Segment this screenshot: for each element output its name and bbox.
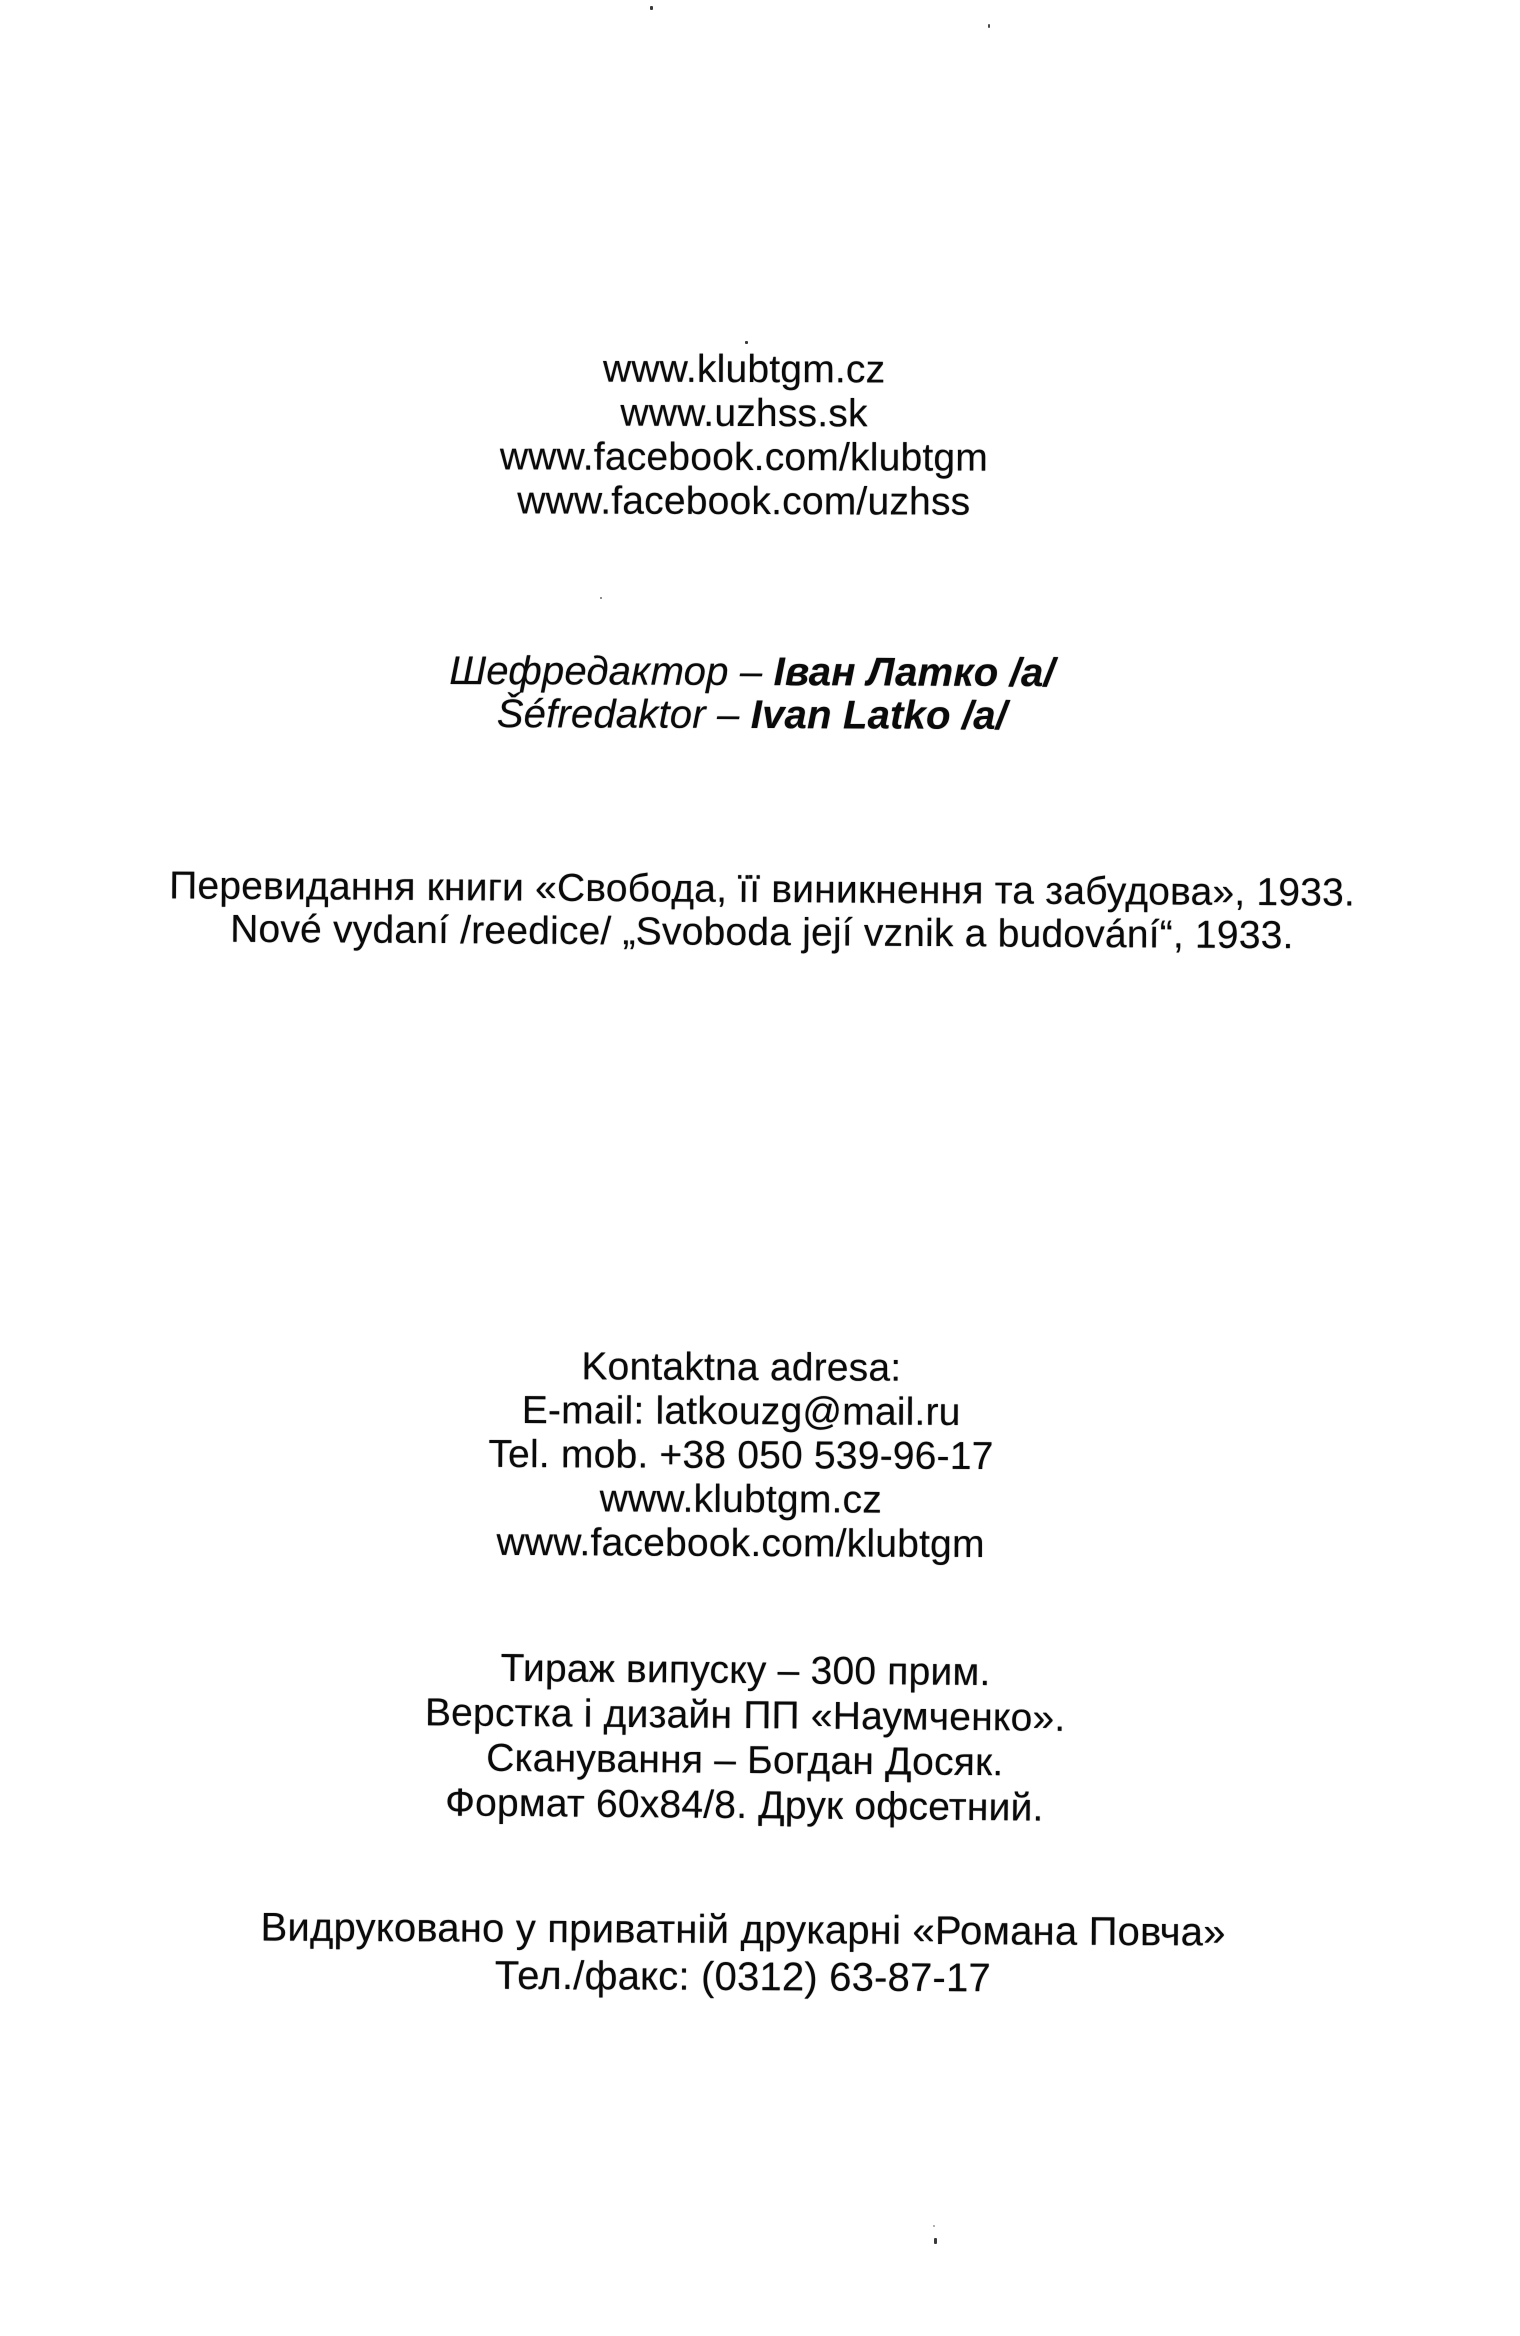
editor-line-ukrainian [0,648,1512,696]
scan-speck [745,341,748,344]
website-url: www.facebook.com/uzhss [517,479,971,524]
editor-name: Ivan Latko /a/ [750,692,1008,738]
print-info-block [0,1641,1506,1834]
websites-block [0,346,1504,526]
format-line: Формат 60х84/8. Друк офсетний. [445,1781,1044,1830]
printer-name-line: Видруковано у приватній друкарні «Романа Повча» [260,1905,1226,1955]
layout-design-line: Верстка і дизайн ПП «Наумченко». [424,1691,1066,1740]
contact-block [0,1343,1501,1570]
scan-speck [933,2225,935,2227]
printer-phone-line: Тел./факс: (0312) 63-87-17 [494,1953,992,2001]
scan-speck [988,24,990,28]
reedition-line-czech: Nové vydaní /reedice/ „Svoboda její vznik a budování“, 1933. [230,907,1294,958]
website-url: www.uzhss.sk [620,391,868,436]
website-url: www.klubtgm.cz [602,347,886,392]
scan-speck [650,6,653,10]
editor-line-czech [0,691,1512,739]
contact-website: www.facebook.com/klubtgm [496,1520,985,1567]
reedition-line-ukrainian: Перевидання книги «Свобода, її виникнення та забудова», 1933. [169,864,1356,915]
website-url: www.facebook.com/klubtgm [499,435,989,480]
editor-role-label: Šéfredaktor – [496,692,751,737]
reedition-block [2,863,1520,958]
editor-role-label: Шефредактор – [449,648,774,695]
contact-email: E-mail: latkouzg@mail.ru [521,1389,961,1434]
contact-phone: Tel. mob. +38 050 539-96-17 [488,1432,994,1479]
scanning-credit-line: Сканування – Богдан Досяк. [486,1736,1004,1785]
scan-speck [600,597,602,599]
print-run-line: Тираж випуску – 300 прим. [500,1646,991,1695]
contact-heading: Kontaktna adresa: [581,1345,902,1390]
editor-block [0,648,1512,739]
editor-name: Іван Латко /а/ [773,650,1055,696]
scan-speck [934,2238,937,2244]
printer-block [0,1903,1503,2005]
contact-website: www.klubtgm.cz [599,1477,883,1522]
